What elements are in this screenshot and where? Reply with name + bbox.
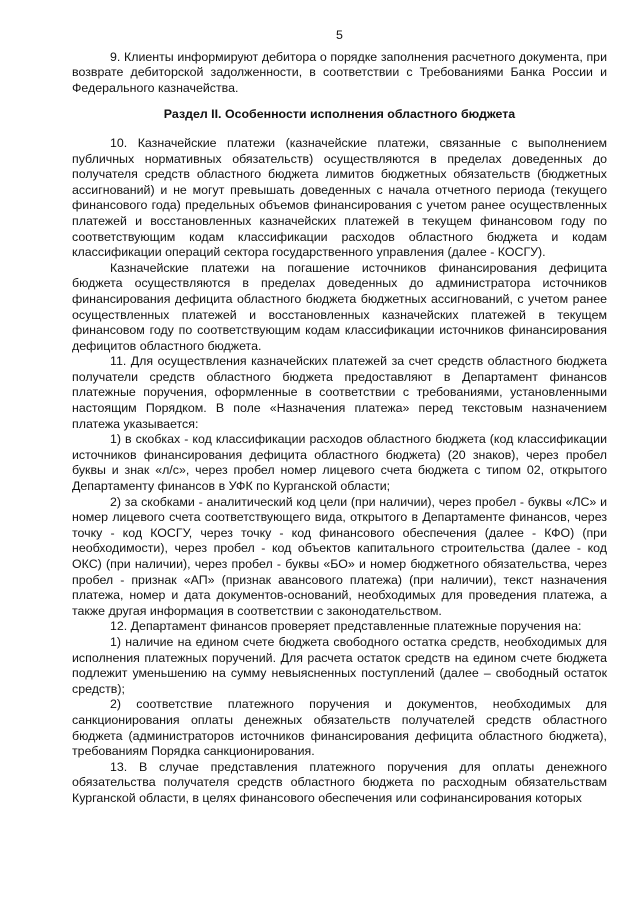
section-heading: Раздел II. Особенности исполнения областного бюджета [163,107,516,122]
paragraph-12-item-1: 1) наличие на едином счете бюджета свободного остатка средств, необходимых для исполнения платежных поручений. Для расчета остаток средств на едином счете бюджета подлежит уменьшению на сумму невыясненных поступлений (далее – свободный остаток средств); [72,634,607,696]
paragraph-11-item-1: 1) в скобках - код классификации расходов областного бюджета (код классификации источников финансирования дефицита областного бюджета) (20 знаков), через пробел буквы и знак «л/с», через пробел номер лицевого счета бюджета с типом 02, открытого Департаменту финансов в УФК по Курганской области; [72,432,607,494]
document-page [72,28,607,807]
paragraph-11-item-2: 2) за скобками - аналитический код цели (при наличии), через пробел - буквы «ЛС» и номер лицевого счета соответствующего вида, открытого в Департаменте финансов, через точку - код КОСГУ, через точку - код финансового обеспечения (далее - КФО) (при необходимости), через пробел - код объектов капитального строительства (далее - код ОКС) (при наличии), через пробел - буквы «БО» и номер бюджетного обязательства, через пробел - признак «АП» (признак авансового платежа) (при наличии), текст назначения платежа, номер и дата документов-оснований, необходимых для проведения платежа, а также другая информация в соответствии с законодательством. [72,494,607,618]
paragraph-12: 12. Департамент финансов проверяет представленные платежные поручения на: [110,619,582,634]
paragraph-9: 9. Клиенты информируют дебитора о порядке заполнения расчетного документа, при возврате дебиторской задолженности, в соответствии с Требованиями Банка России и Федерального казначейства. [72,49,607,95]
paragraph-11: 11. Для осуществления казначейских платежей за счет средств областного бюджета получатели средств областного бюджета предоставляют в Департамент финансов платежные поручения, оформленные в соответствии с требованиями, установленными настоящим Порядком. В поле «Назначения платежа» перед текстовым назначением платежа указывается: [72,354,607,431]
paragraph-10-cont: Казначейские платежи на погашение источников финансирования дефицита бюджета осуществляются в пределах доведенных до администратора источников финансирования дефицита областного бюджета бюджетных ассигнований, с учетом ранее осуществленных платежей и восстановленных казначейских платежей в текущем финансовом году по соответствующим кодам классификации источников финансирования дефицитов областного бюджета. [72,260,607,353]
paragraph-10: 10. Казначейские платежи (казначейские платежи, связанные с выполнением публичных нормативных обязательств) осуществляются в пределах доведенных до получателя средств областного бюджета лимитов бюджетных обязательств (бюджетных ассигнований) и не могут превышать доведенных с начала отчетного периода (текущего финансового года) предельных объемов финансирования с учетом ранее осуществленных платежей и восстановленных казначейских платежей в текущем финансовом году по соответствующим кодам классификации расходов областного бюджета и кодам классификации операций сектора государственного управления (далее - КОСГУ). [72,135,607,260]
paragraph-13: 13. В случае представления платежного поручения для оплаты денежного обязательства получателя средств областного бюджета по расходным обязательствам Курганской области, в целях финансового обеспечения или софинансирования которых [72,759,607,805]
paragraph-12-item-2: 2) соответствие платежного поручения и документов, необходимых для санкционирования оплаты денежных обязательств получателей средств областного бюджета (администраторов источников финансирования дефицита областного бюджета), требованиям Порядка санкционирования. [72,697,607,759]
page-number: 5 [336,28,343,42]
